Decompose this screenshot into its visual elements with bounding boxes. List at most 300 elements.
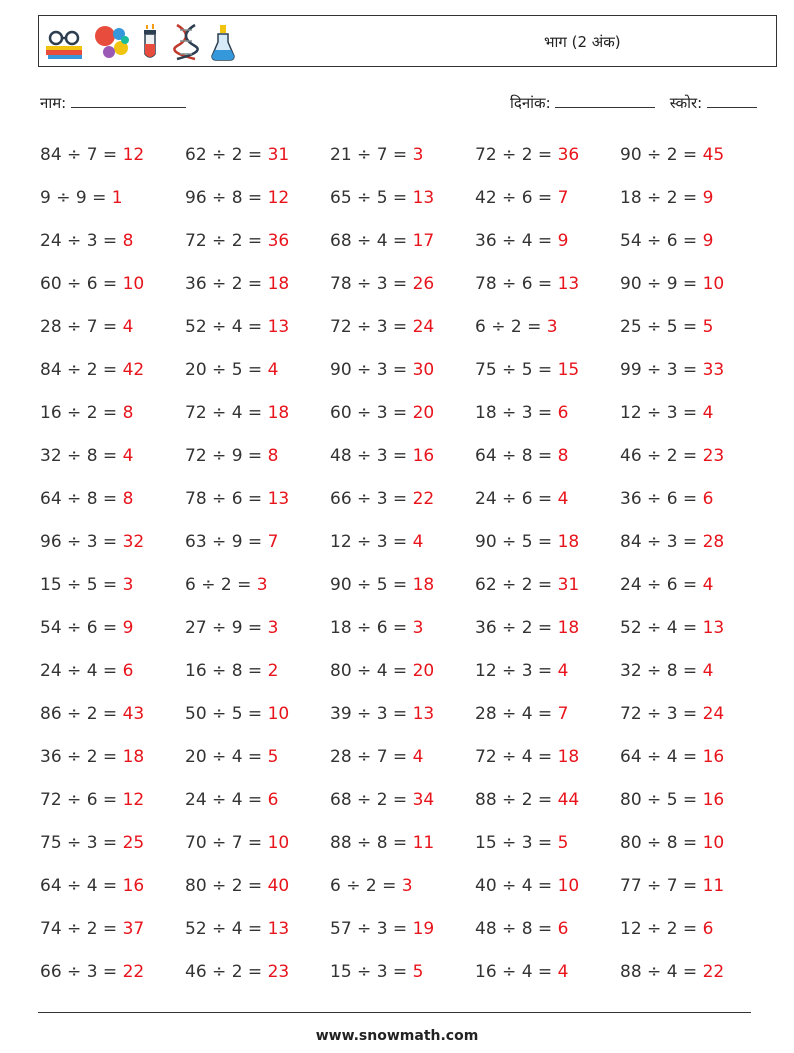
problem-item bbox=[330, 140, 475, 183]
divisor: 4 bbox=[86, 661, 98, 681]
dividend: 96 bbox=[40, 532, 62, 552]
divisor: 8 bbox=[86, 489, 98, 509]
problem-answer: 3 bbox=[256, 575, 268, 595]
problem-answer: 4 bbox=[557, 661, 569, 681]
divisor: 5 bbox=[666, 790, 678, 810]
problem-answer: 12 bbox=[122, 790, 145, 810]
divisor: 4 bbox=[666, 618, 678, 638]
dividend: 84 bbox=[40, 145, 62, 165]
problem-answer: 7 bbox=[267, 532, 279, 552]
divisor: 2 bbox=[376, 790, 388, 810]
divisor: 6 bbox=[666, 231, 678, 251]
dividend: 28 bbox=[40, 317, 62, 337]
problem-question: 74 ÷ 2 = bbox=[40, 919, 123, 939]
problem-answer: 3 bbox=[412, 145, 424, 165]
divisor: 2 bbox=[365, 876, 377, 896]
dividend: 24 bbox=[475, 489, 497, 509]
problem-item bbox=[40, 140, 185, 183]
divisor: 9 bbox=[231, 446, 243, 466]
problem-item bbox=[330, 871, 475, 914]
problem-answer: 13 bbox=[557, 274, 580, 294]
problem-question: 52 ÷ 4 = bbox=[620, 618, 703, 638]
dividend: 36 bbox=[475, 618, 497, 638]
problem-item bbox=[40, 957, 185, 1000]
problem-answer: 31 bbox=[267, 145, 290, 165]
dividend: 78 bbox=[475, 274, 497, 294]
divisor: 6 bbox=[231, 489, 243, 509]
problem-answer: 1 bbox=[111, 188, 123, 208]
problem-question: 39 ÷ 3 = bbox=[330, 704, 413, 724]
problem-answer: 8 bbox=[267, 446, 279, 466]
dividend: 28 bbox=[330, 747, 352, 767]
problem-question: 84 ÷ 3 = bbox=[620, 532, 703, 552]
dividend: 24 bbox=[40, 661, 62, 681]
divisor: 3 bbox=[86, 833, 98, 853]
problem-item bbox=[40, 656, 185, 699]
problem-item bbox=[330, 355, 475, 398]
problem-question: 52 ÷ 4 = bbox=[185, 919, 268, 939]
problem-question: 80 ÷ 5 = bbox=[620, 790, 703, 810]
divisor: 5 bbox=[376, 188, 388, 208]
dividend: 25 bbox=[620, 317, 642, 337]
divisor: 3 bbox=[86, 231, 98, 251]
problem-question: 48 ÷ 3 = bbox=[330, 446, 413, 466]
problem-answer: 43 bbox=[122, 704, 145, 724]
divisor: 9 bbox=[666, 274, 678, 294]
header-icons bbox=[43, 20, 237, 64]
problem-item bbox=[185, 441, 330, 484]
problem-item bbox=[330, 699, 475, 742]
problem-answer: 3 bbox=[401, 876, 413, 896]
problem-answer: 9 bbox=[122, 618, 134, 638]
date-score-field bbox=[510, 93, 757, 113]
dividend: 90 bbox=[620, 274, 642, 294]
problem-grid bbox=[40, 140, 770, 1000]
problem-item bbox=[185, 312, 330, 355]
problem-answer: 18 bbox=[267, 274, 290, 294]
problem-answer: 7 bbox=[557, 188, 569, 208]
problem-question: 6 ÷ 2 = bbox=[185, 575, 257, 595]
problem-answer: 23 bbox=[267, 962, 290, 982]
dividend: 99 bbox=[620, 360, 642, 380]
problem-answer: 42 bbox=[122, 360, 145, 380]
divisor: 6 bbox=[521, 274, 533, 294]
problem-question: 75 ÷ 5 = bbox=[475, 360, 558, 380]
dividend: 54 bbox=[620, 231, 642, 251]
dividend: 72 bbox=[185, 403, 207, 423]
problem-item bbox=[40, 183, 185, 226]
problem-item bbox=[620, 441, 765, 484]
divisor: 2 bbox=[521, 145, 533, 165]
problem-answer: 37 bbox=[122, 919, 145, 939]
problem-item bbox=[620, 140, 765, 183]
divisor: 3 bbox=[86, 532, 98, 552]
problem-item bbox=[475, 570, 620, 613]
problem-item bbox=[40, 613, 185, 656]
problem-question: 64 ÷ 8 = bbox=[40, 489, 123, 509]
problem-answer: 5 bbox=[702, 317, 714, 337]
problem-question: 90 ÷ 3 = bbox=[330, 360, 413, 380]
problem-answer: 10 bbox=[557, 876, 580, 896]
problem-item bbox=[185, 269, 330, 312]
divisor: 6 bbox=[521, 489, 533, 509]
header-box bbox=[38, 15, 777, 67]
problem-item bbox=[475, 957, 620, 1000]
problem-question: 62 ÷ 2 = bbox=[185, 145, 268, 165]
problem-question: 46 ÷ 2 = bbox=[620, 446, 703, 466]
divisor: 4 bbox=[666, 747, 678, 767]
problem-item bbox=[330, 957, 475, 1000]
divisor: 2 bbox=[521, 790, 533, 810]
problem-question: 46 ÷ 2 = bbox=[185, 962, 268, 982]
divisor: 5 bbox=[521, 360, 533, 380]
problem-question: 90 ÷ 5 = bbox=[475, 532, 558, 552]
problem-answer: 3 bbox=[412, 618, 424, 638]
score-label: स्कोर: bbox=[669, 94, 703, 112]
divisor: 4 bbox=[231, 747, 243, 767]
dividend: 24 bbox=[40, 231, 62, 251]
problem-answer: 6 bbox=[557, 403, 569, 423]
problem-question: 60 ÷ 3 = bbox=[330, 403, 413, 423]
divisor: 3 bbox=[376, 962, 388, 982]
problem-item bbox=[620, 828, 765, 871]
problem-answer: 7 bbox=[557, 704, 569, 724]
problem-question: 90 ÷ 5 = bbox=[330, 575, 413, 595]
problem-question: 6 ÷ 2 = bbox=[330, 876, 402, 896]
dividend: 60 bbox=[40, 274, 62, 294]
problem-answer: 4 bbox=[702, 575, 714, 595]
dividend: 36 bbox=[185, 274, 207, 294]
problem-answer: 20 bbox=[412, 661, 435, 681]
problem-answer: 10 bbox=[702, 833, 725, 853]
dividend: 72 bbox=[185, 231, 207, 251]
divisor: 3 bbox=[376, 704, 388, 724]
footer-url[interactable]: www.snowmath.com bbox=[315, 1028, 479, 1044]
dividend: 50 bbox=[185, 704, 207, 724]
date-blank[interactable] bbox=[555, 93, 655, 108]
divisor: 3 bbox=[521, 661, 533, 681]
dividend: 12 bbox=[475, 661, 497, 681]
divisor: 3 bbox=[666, 704, 678, 724]
dividend: 66 bbox=[330, 489, 352, 509]
problem-answer: 17 bbox=[412, 231, 435, 251]
problem-item bbox=[330, 613, 475, 656]
problem-answer: 4 bbox=[412, 747, 424, 767]
divisor: 2 bbox=[86, 360, 98, 380]
problem-item bbox=[620, 957, 765, 1000]
divisor: 2 bbox=[666, 145, 678, 165]
problem-question: 96 ÷ 3 = bbox=[40, 532, 123, 552]
dividend: 20 bbox=[185, 360, 207, 380]
dividend: 70 bbox=[185, 833, 207, 853]
dividend: 28 bbox=[475, 704, 497, 724]
problem-item bbox=[40, 785, 185, 828]
test-tube-icon bbox=[137, 22, 163, 62]
problem-question: 36 ÷ 4 = bbox=[475, 231, 558, 251]
problem-answer: 3 bbox=[122, 575, 134, 595]
problem-item bbox=[475, 699, 620, 742]
problem-question: 48 ÷ 8 = bbox=[475, 919, 558, 939]
problem-question: 25 ÷ 5 = bbox=[620, 317, 703, 337]
problem-item bbox=[185, 914, 330, 957]
problem-answer: 10 bbox=[702, 274, 725, 294]
name-field bbox=[40, 93, 186, 113]
problem-answer: 12 bbox=[122, 145, 145, 165]
divisor: 2 bbox=[231, 145, 243, 165]
problem-item bbox=[620, 355, 765, 398]
problem-answer: 18 bbox=[122, 747, 145, 767]
problem-question: 12 ÷ 3 = bbox=[475, 661, 558, 681]
divisor: 4 bbox=[376, 661, 388, 681]
name-blank[interactable] bbox=[71, 93, 186, 108]
problem-item bbox=[330, 742, 475, 785]
divisor: 4 bbox=[521, 876, 533, 896]
problem-item bbox=[620, 226, 765, 269]
problem-item bbox=[185, 785, 330, 828]
problem-item bbox=[40, 312, 185, 355]
problem-item bbox=[330, 828, 475, 871]
dividend: 80 bbox=[620, 790, 642, 810]
problem-answer: 8 bbox=[122, 489, 134, 509]
problem-item bbox=[620, 312, 765, 355]
problem-question: 70 ÷ 7 = bbox=[185, 833, 268, 853]
dividend: 54 bbox=[40, 618, 62, 638]
problem-item bbox=[185, 957, 330, 1000]
problem-answer: 6 bbox=[702, 919, 714, 939]
problem-item bbox=[40, 570, 185, 613]
problem-answer: 18 bbox=[412, 575, 435, 595]
problem-answer: 4 bbox=[557, 962, 569, 982]
divisor: 7 bbox=[86, 145, 98, 165]
problem-item bbox=[330, 441, 475, 484]
dividend: 64 bbox=[40, 876, 62, 896]
problem-answer: 16 bbox=[702, 747, 725, 767]
divisor: 4 bbox=[231, 790, 243, 810]
divisor: 2 bbox=[86, 403, 98, 423]
problem-answer: 24 bbox=[412, 317, 435, 337]
problem-answer: 13 bbox=[412, 704, 435, 724]
dividend: 96 bbox=[185, 188, 207, 208]
problem-question: 24 ÷ 6 = bbox=[620, 575, 703, 595]
problem-question: 27 ÷ 9 = bbox=[185, 618, 268, 638]
problem-answer: 11 bbox=[702, 876, 725, 896]
dividend: 90 bbox=[330, 575, 352, 595]
problem-item bbox=[475, 527, 620, 570]
problem-item bbox=[330, 484, 475, 527]
problem-question: 65 ÷ 5 = bbox=[330, 188, 413, 208]
problem-question: 78 ÷ 3 = bbox=[330, 274, 413, 294]
problem-question: 84 ÷ 7 = bbox=[40, 145, 123, 165]
problem-question: 72 ÷ 2 = bbox=[185, 231, 268, 251]
problem-answer: 13 bbox=[412, 188, 435, 208]
divisor: 7 bbox=[86, 317, 98, 337]
problem-question: 20 ÷ 5 = bbox=[185, 360, 268, 380]
dividend: 12 bbox=[330, 532, 352, 552]
dividend: 20 bbox=[185, 747, 207, 767]
problem-question: 60 ÷ 6 = bbox=[40, 274, 123, 294]
divisor: 8 bbox=[521, 919, 533, 939]
problem-question: 75 ÷ 3 = bbox=[40, 833, 123, 853]
divisor: 4 bbox=[231, 403, 243, 423]
divisor: 6 bbox=[666, 575, 678, 595]
divisor: 5 bbox=[521, 532, 533, 552]
dividend: 36 bbox=[620, 489, 642, 509]
dividend: 77 bbox=[620, 876, 642, 896]
dividend: 86 bbox=[40, 704, 62, 724]
problem-question: 28 ÷ 4 = bbox=[475, 704, 558, 724]
dividend: 48 bbox=[330, 446, 352, 466]
problem-question: 99 ÷ 3 = bbox=[620, 360, 703, 380]
problem-answer: 22 bbox=[412, 489, 435, 509]
problem-question: 15 ÷ 3 = bbox=[330, 962, 413, 982]
divisor: 7 bbox=[376, 145, 388, 165]
divisor: 4 bbox=[521, 704, 533, 724]
problem-answer: 12 bbox=[267, 188, 290, 208]
dividend: 72 bbox=[40, 790, 62, 810]
problem-answer: 8 bbox=[122, 231, 134, 251]
name-label: नाम: bbox=[40, 94, 67, 112]
dividend: 90 bbox=[475, 532, 497, 552]
problem-question: 72 ÷ 4 = bbox=[185, 403, 268, 423]
problem-question: 36 ÷ 6 = bbox=[620, 489, 703, 509]
problem-question: 12 ÷ 2 = bbox=[620, 919, 703, 939]
problem-answer: 5 bbox=[412, 962, 424, 982]
problem-item bbox=[475, 312, 620, 355]
problem-item bbox=[40, 484, 185, 527]
dividend: 84 bbox=[40, 360, 62, 380]
problem-item bbox=[620, 398, 765, 441]
problem-question: 72 ÷ 6 = bbox=[40, 790, 123, 810]
problem-question: 18 ÷ 3 = bbox=[475, 403, 558, 423]
problem-item bbox=[185, 527, 330, 570]
divisor: 2 bbox=[666, 919, 678, 939]
divisor: 2 bbox=[521, 575, 533, 595]
problem-question: 6 ÷ 2 = bbox=[475, 317, 547, 337]
problem-item bbox=[620, 785, 765, 828]
divisor: 3 bbox=[376, 274, 388, 294]
dividend: 60 bbox=[330, 403, 352, 423]
problem-question: 9 ÷ 9 = bbox=[40, 188, 112, 208]
problem-answer: 5 bbox=[557, 833, 569, 853]
problem-question: 72 ÷ 2 = bbox=[475, 145, 558, 165]
problem-answer: 5 bbox=[267, 747, 279, 767]
dividend: 64 bbox=[475, 446, 497, 466]
problem-answer: 10 bbox=[122, 274, 145, 294]
dividend: 84 bbox=[620, 532, 642, 552]
problem-question: 15 ÷ 5 = bbox=[40, 575, 123, 595]
dividend: 68 bbox=[330, 231, 352, 251]
problem-question: 86 ÷ 2 = bbox=[40, 704, 123, 724]
problem-item bbox=[620, 742, 765, 785]
divisor: 3 bbox=[376, 317, 388, 337]
dna-icon bbox=[169, 22, 203, 62]
problem-answer: 3 bbox=[267, 618, 279, 638]
problem-question: 80 ÷ 4 = bbox=[330, 661, 413, 681]
dividend: 36 bbox=[40, 747, 62, 767]
problem-question: 63 ÷ 9 = bbox=[185, 532, 268, 552]
problem-question: 78 ÷ 6 = bbox=[475, 274, 558, 294]
problem-answer: 20 bbox=[412, 403, 435, 423]
dividend: 78 bbox=[185, 489, 207, 509]
problem-item bbox=[40, 441, 185, 484]
problem-answer: 10 bbox=[267, 704, 290, 724]
dividend: 18 bbox=[620, 188, 642, 208]
problem-question: 78 ÷ 6 = bbox=[185, 489, 268, 509]
problem-question: 68 ÷ 4 = bbox=[330, 231, 413, 251]
dividend: 62 bbox=[475, 575, 497, 595]
problem-question: 36 ÷ 2 = bbox=[185, 274, 268, 294]
dividend: 24 bbox=[185, 790, 207, 810]
divisor: 8 bbox=[231, 188, 243, 208]
dividend: 6 bbox=[475, 317, 486, 337]
divisor: 8 bbox=[666, 661, 678, 681]
problem-item bbox=[185, 871, 330, 914]
divisor: 5 bbox=[86, 575, 98, 595]
problem-item bbox=[330, 312, 475, 355]
divisor: 4 bbox=[521, 962, 533, 982]
problem-item bbox=[620, 871, 765, 914]
problem-item bbox=[330, 656, 475, 699]
problem-item bbox=[185, 828, 330, 871]
dividend: 46 bbox=[620, 446, 642, 466]
problem-item bbox=[40, 269, 185, 312]
problem-answer: 4 bbox=[557, 489, 569, 509]
divisor: 3 bbox=[376, 919, 388, 939]
problem-item bbox=[185, 183, 330, 226]
dividend: 72 bbox=[475, 145, 497, 165]
problem-item bbox=[40, 914, 185, 957]
dividend: 72 bbox=[185, 446, 207, 466]
problem-item bbox=[40, 527, 185, 570]
problem-question: 77 ÷ 7 = bbox=[620, 876, 703, 896]
dividend: 74 bbox=[40, 919, 62, 939]
divisor: 2 bbox=[86, 704, 98, 724]
problem-item bbox=[185, 570, 330, 613]
dividend: 6 bbox=[185, 575, 196, 595]
problem-item bbox=[475, 828, 620, 871]
problem-item bbox=[475, 355, 620, 398]
problem-answer: 19 bbox=[412, 919, 435, 939]
problem-item bbox=[330, 269, 475, 312]
dividend: 75 bbox=[475, 360, 497, 380]
problem-item bbox=[40, 355, 185, 398]
problem-answer: 9 bbox=[702, 231, 714, 251]
problem-question: 62 ÷ 2 = bbox=[475, 575, 558, 595]
dividend: 24 bbox=[620, 575, 642, 595]
score-blank[interactable] bbox=[707, 93, 757, 108]
problem-question: 96 ÷ 8 = bbox=[185, 188, 268, 208]
dividend: 75 bbox=[40, 833, 62, 853]
dividend: 64 bbox=[620, 747, 642, 767]
problem-question: 24 ÷ 4 = bbox=[40, 661, 123, 681]
problem-question: 88 ÷ 4 = bbox=[620, 962, 703, 982]
problem-answer: 11 bbox=[412, 833, 435, 853]
problem-answer: 10 bbox=[267, 833, 290, 853]
dividend: 39 bbox=[330, 704, 352, 724]
dividend: 32 bbox=[620, 661, 642, 681]
problem-answer: 33 bbox=[702, 360, 725, 380]
divisor: 8 bbox=[86, 446, 98, 466]
problem-answer: 13 bbox=[267, 489, 290, 509]
problem-question: 54 ÷ 6 = bbox=[620, 231, 703, 251]
dividend: 88 bbox=[620, 962, 642, 982]
problem-item bbox=[185, 484, 330, 527]
problem-item bbox=[330, 914, 475, 957]
problem-question: 66 ÷ 3 = bbox=[330, 489, 413, 509]
problem-answer: 30 bbox=[412, 360, 435, 380]
problem-question: 64 ÷ 8 = bbox=[475, 446, 558, 466]
divisor: 3 bbox=[666, 360, 678, 380]
